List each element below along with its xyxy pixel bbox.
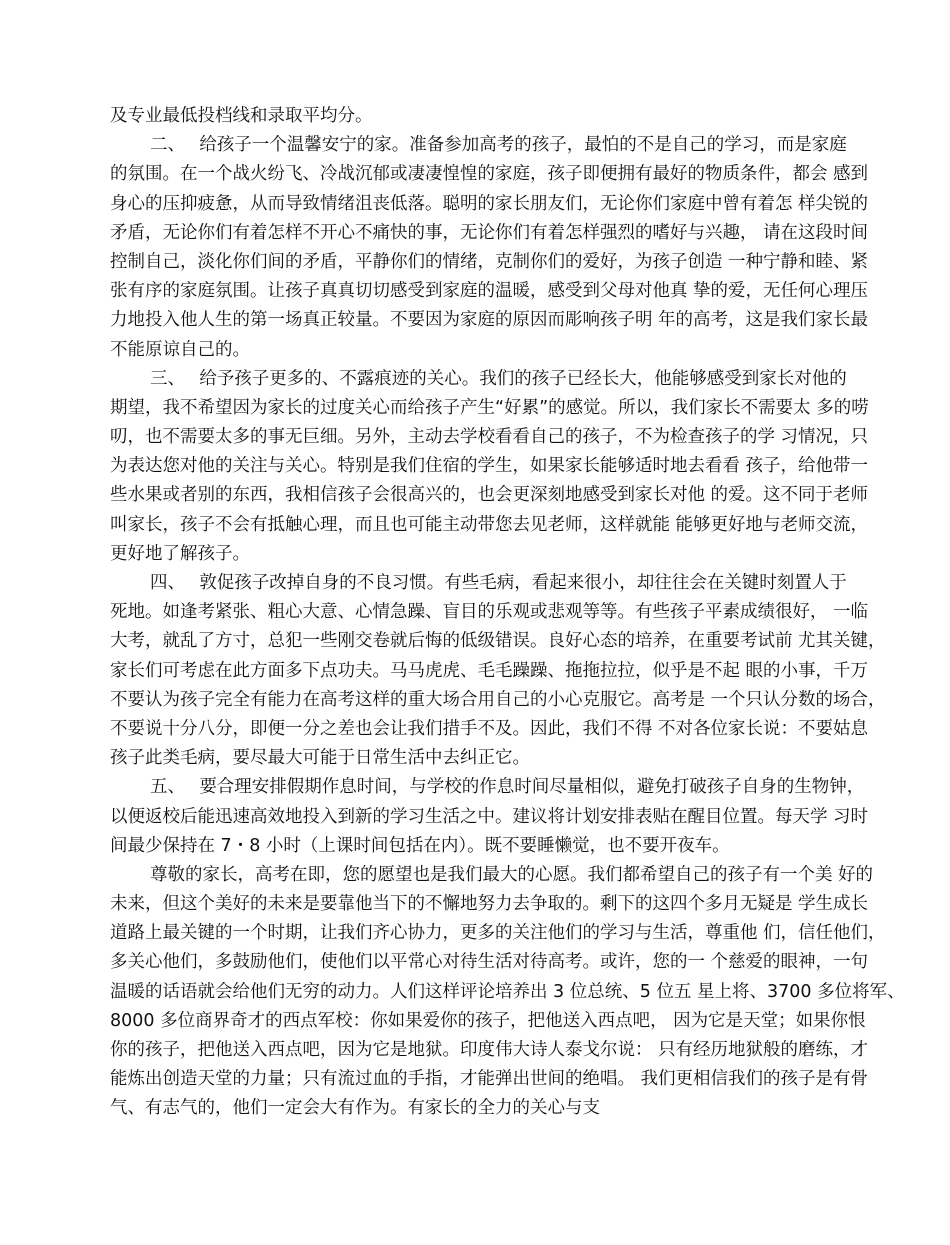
text-line: 尊敬的家长，高考在即，您的愿望也是我们最大的心愿。我们都希望自己的孩子有一个美 好的: [150, 864, 874, 885]
text-line: 不要说十分八分，即便一分之差也会让我们措手不及。因此，我们不得 不对各位家长说：不要姑息: [110, 718, 869, 739]
text-line: 期望，我不希望因为家长的过度关心而给孩子产生“好累”的感觉。所以，我们家长不需要太 多的唠: [110, 397, 869, 418]
text-line: 道路上最关键的一个时期，让我们齐心协力，更多的关注他们的学习与生活，尊重他 们，信任他们，: [110, 923, 886, 944]
text-line: 未来，但这个美好的未来是要靠他当下的不懈地努力去争取的。剩下的这四个多月无疑是 学生成长: [110, 894, 869, 915]
text-line: 张有序的家庭氛围。让孩子真真切切感受到家庭的温暖，感受到父母对他真 挚的爱，无任何心理压: [110, 281, 869, 302]
text-line: 及专业最低投档线和录取平均分。: [110, 106, 373, 126]
text-line: 温暖的话语就会给他们无穷的动力。人们这样评论培养出 3 位总统、5 位五 星上将、3700 多位将军、: [110, 981, 905, 1002]
text-line: 8000 多位商界奇才的西点军校：你如果爱你的孩子，把他送入西点吧， 因为它是天堂；如果你恨: [110, 1010, 866, 1031]
text-line: 以便返校后能迅速高效地投入到新的学习生活之中。建议将计划安排表贴在醒目位置。每天学 习时: [110, 806, 869, 827]
text-line: 你的孩子，把他送入西点吧，因为它是地狱。印度伟大诗人泰戈尔说： 只有经历地狱般的磨练，才: [110, 1040, 869, 1060]
text-line: 控制自己，淡化你们间的矛盾，平静你们的情绪，克制你们的爱好，为孩子创造 一种宁静和睦、紧: [110, 251, 869, 272]
text-line: 三、 给予孩子更多的、不露痕迹的关心。我们的孩子已经长大，他能够感受到家长对他的: [150, 368, 847, 389]
text-line: 多关心他们，多鼓励他们，使他们以平常心对待生活对待高考。或许，您的一 个慈爱的眼神，一句: [110, 952, 869, 973]
text-line: 更好地了解孩子。: [110, 543, 250, 564]
text-line: 二、 给孩子一个温馨安宁的家。准备参加高考的孩子，最怕的不是自己的学习，而是家庭: [150, 135, 847, 156]
text-line: 的氛围。在一个战火纷飞、冷战沉郁或凄凄惶惶的家庭，孩子即便拥有最好的物质条件，都会 感到: [110, 164, 869, 185]
document-body: [110, 102, 940, 1124]
text-line: 矛盾，无论你们有着怎样不开心不痛快的事，无论你们有着怎样强烈的嗜好与兴趣， 请在这段时间: [110, 222, 869, 243]
text-line: 孩子此类毛病，要尽最大可能于日常生活中去纠正它。: [110, 748, 530, 769]
text-line: 气、有志气的，他们一定会大有作为。有家长的全力的关心与支: [110, 1098, 600, 1119]
text-line: 叨，也不需要太多的事无巨细。另外，主动去学校看看自己的孩子，不为检查孩子的学 习情况，只: [110, 427, 869, 448]
text-line: 为表达您对他的关注与关心。特别是我们住宿的学生，如果家长能够适时地去看看 孩子，给他带一: [110, 456, 869, 477]
text-line: 力地投入他人生的第一场真正较量。不要因为家庭的原因而彫响孩子明 年的高考，这是我们家长最: [110, 310, 869, 331]
text-line: 身心的压抑疲惫，从而导致情绪沮丧低落。聪明的家长朋友们，无论你们家庭中曾有着怎 样尖锐的: [110, 193, 869, 214]
text-line: 五、 要合理安排假期作息时间，与学校的作息时间尽量相似，避免打破孩子自身的生物钟，: [150, 777, 865, 798]
text-line: 能炼出创造天堂的力量；只有流过血的手指，才能弹出世间的绝唱。 我们更相信我们的孩子是有骨: [110, 1069, 869, 1090]
text-line: 些水果或者别的东西，我相信孩子会很高兴的，也会更深刻地感受到家长对他 的爱。这不同于老师: [110, 485, 869, 506]
text-line: 间最少保持在 7・8 小时（上课时间包括在内）。既不要睡懒觉，也不要开夜车。: [110, 835, 730, 856]
text-line: 大考，就乱了方寸，总犯一些刚交卷就后悔的低级错误。良好心态的培养，在重要考试前 尤其关键，: [110, 631, 886, 652]
text-line: 家长们可考虑在此方面多下点功夫。马马虎虎、毛毛躁躁、拖拖拉拉，似乎是不起 眼的小事，千万: [110, 660, 869, 681]
text-line: 叫家长，孩子不会有抵触心理，而且也可能主动带您去见老师，这样就能 能够更好地与老师交流，: [110, 514, 869, 535]
text-line: 不能原谅自己的。: [110, 339, 250, 360]
text-line: 不要认为孩子完全有能力在高考这样的重大场合用自己的小心克服它。高考是 一个只认分数的场合，: [110, 689, 886, 710]
text-line: 死地。如逢考紧张、粗心大意、心情急躁、盲目的乐观或悲观等等。有些孩子平素成绩很好， 一临: [110, 602, 869, 623]
text-line: 四、 敦促孩子改掉自身的不良习惯。有些毛病，看起来很小，却往往会在关键时刻置人于: [150, 573, 847, 593]
